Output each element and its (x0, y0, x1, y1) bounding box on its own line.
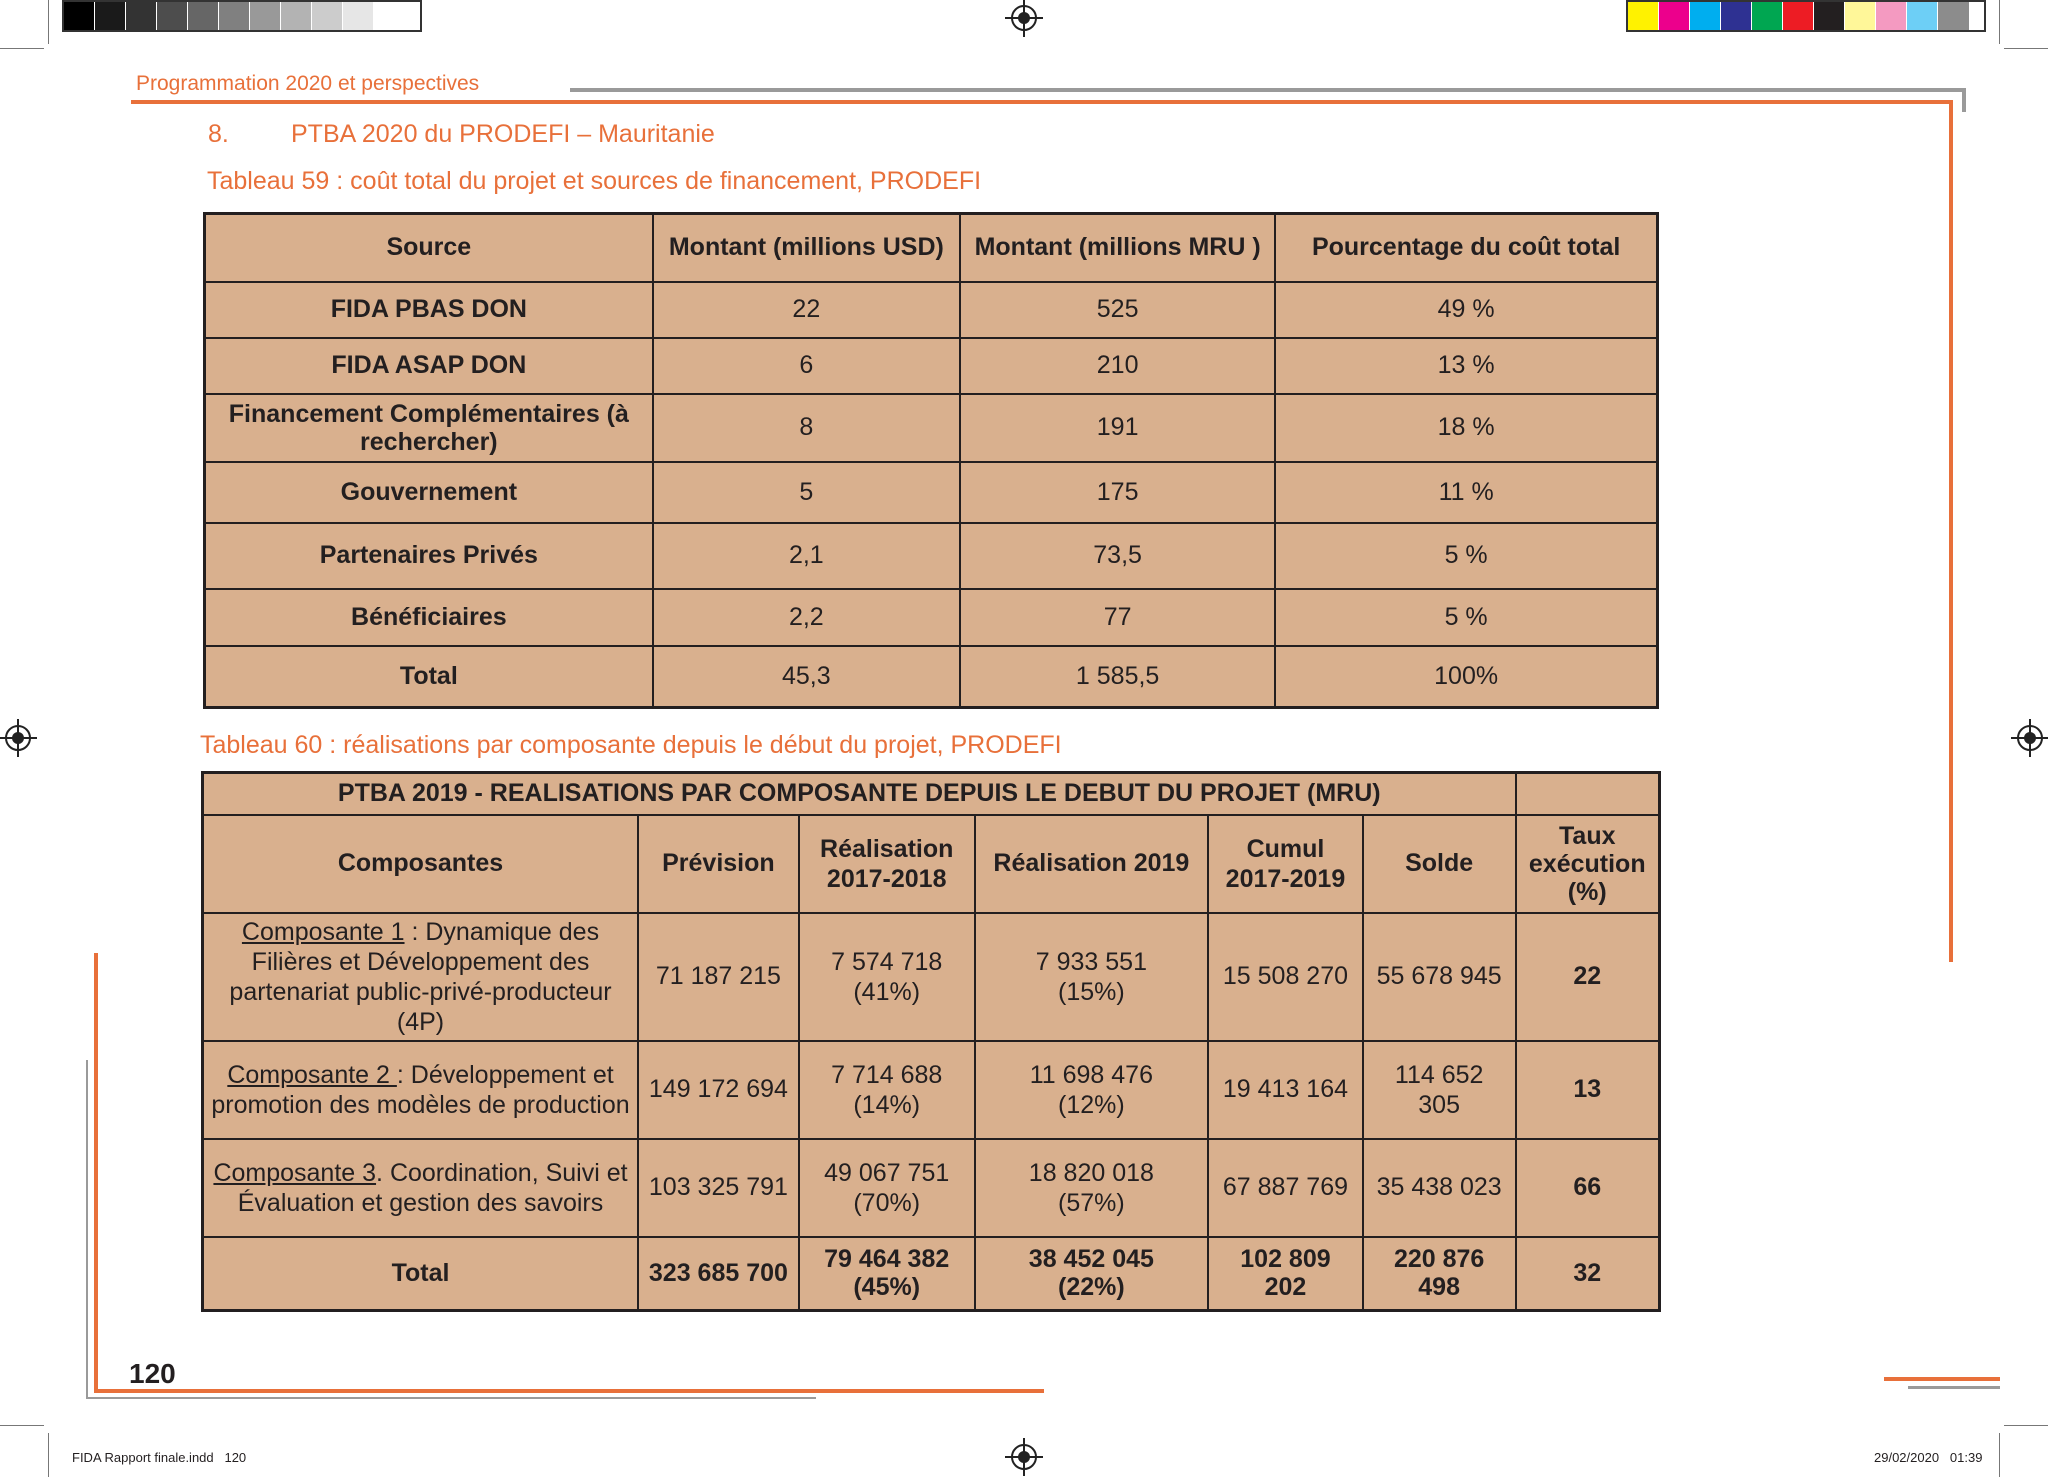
table-row (205, 523, 1658, 589)
amount-usd: 22 (653, 282, 960, 338)
amount-usd: 6 (653, 338, 960, 394)
source-name: Bénéficiaires (205, 589, 653, 646)
color-swatch (1690, 2, 1721, 30)
cost-sources-table (203, 212, 1659, 709)
achievement-2019: 11 698 476 (12%) (975, 1041, 1208, 1139)
color-swatch (95, 2, 126, 30)
color-swatch (1845, 2, 1876, 30)
source-name: Total (205, 646, 653, 708)
achievement-2017-2018: 49 067 751 (70%) (799, 1139, 975, 1237)
balance-total: 220 876 498 (1363, 1237, 1516, 1311)
amount-mru: 1 585,5 (960, 646, 1275, 708)
right-orange-rule (1949, 100, 1953, 962)
amount-mru: 77 (960, 589, 1275, 646)
execution-rate: 22 (1516, 913, 1660, 1041)
execution-rate: 66 (1516, 1139, 1660, 1237)
header-cumulative: Cumul 2017-2019 (1208, 815, 1363, 913)
registration-mark-left (5, 725, 31, 751)
color-swatch (1659, 2, 1690, 30)
file-info: FIDA Rapport finale.indd 120 (72, 1450, 247, 1465)
source-name: Financement Complémentaires (à rechercher) (205, 394, 653, 462)
components-achievements-table (201, 771, 1661, 1312)
amount-usd: 2,1 (653, 523, 960, 589)
color-swatch (157, 2, 188, 30)
amount-mru: 73,5 (960, 523, 1275, 589)
color-swatch (250, 2, 281, 30)
amount-usd: 45,3 (653, 646, 960, 708)
percentage: 100% (1275, 646, 1657, 708)
header-achievement-2019: Réalisation 2019 (975, 815, 1208, 913)
color-swatch (281, 2, 312, 30)
amount-mru: 175 (960, 462, 1275, 523)
amount-mru: 210 (960, 338, 1275, 394)
color-swatch (312, 2, 343, 30)
component-name: Composante 2 (227, 1060, 397, 1089)
color-swatch (374, 2, 405, 30)
cumulative-value: 15 508 270 (1208, 913, 1363, 1041)
achievement-2017-2018: 7 714 688 (14%) (799, 1041, 975, 1139)
registration-mark-bottom (1011, 1444, 1037, 1470)
registration-mark-right (2017, 725, 2043, 751)
table-row (205, 282, 1658, 338)
header-percentage: Pourcentage du coût total (1275, 214, 1657, 282)
section-number: 8. (208, 120, 229, 148)
color-swatch (188, 2, 219, 30)
cumulative-total: 102 809 202 (1208, 1237, 1363, 1311)
crop-mark (1999, 0, 2000, 44)
amount-usd: 5 (653, 462, 960, 523)
cumulative-value: 19 413 164 (1208, 1041, 1363, 1139)
table-row (203, 913, 1660, 1041)
color-swatch (1721, 2, 1752, 30)
left-orange-rule (94, 953, 98, 1393)
component-description: : Développement et promotion des modèles de production (211, 1060, 630, 1119)
balance-value: 55 678 945 (1363, 913, 1516, 1041)
color-swatch (1783, 2, 1814, 30)
crop-mark (0, 1425, 44, 1426)
footer-gray-rule (86, 1397, 816, 1399)
table60-title-blank (1516, 773, 1660, 815)
table-row (205, 338, 1658, 394)
page-number: 120 (129, 1358, 176, 1389)
color-swatch (1938, 2, 1969, 30)
percentage: 11 % (1275, 462, 1657, 523)
amount-usd: 8 (653, 394, 960, 462)
color-swatch (1814, 2, 1845, 30)
color-swatch (1628, 2, 1659, 30)
section-title: PTBA 2020 du PRODEFI – Mauritanie (291, 120, 715, 148)
registration-mark-top (1011, 5, 1037, 31)
table-row-total (203, 1237, 1660, 1311)
balance-value: 35 438 023 (1363, 1139, 1516, 1237)
header-execution-rate: Taux exécution (%) (1516, 815, 1660, 913)
achievement-2017-2018-total: 79 464 382 (45%) (799, 1237, 975, 1311)
component-description: . Coordination, Suivi et Évaluation et gestion des savoirs (237, 1158, 628, 1217)
header-amount-mru: Montant (millions MRU ) (960, 214, 1275, 282)
percentage: 5 % (1275, 589, 1657, 646)
source-name: Gouvernement (205, 462, 653, 523)
crop-mark (0, 48, 44, 49)
achievement-2019: 18 820 018 (57%) (975, 1139, 1208, 1237)
color-swatch-bar (1626, 0, 1986, 32)
crop-mark (1999, 1433, 2000, 1477)
forecast-value: 149 172 694 (638, 1041, 799, 1139)
component-label (203, 1139, 639, 1237)
component-label (203, 913, 639, 1041)
percentage: 5 % (1275, 523, 1657, 589)
table-row (203, 1041, 1660, 1139)
total-label: Total (203, 1237, 639, 1311)
header-components: Composantes (203, 815, 639, 913)
table-row (203, 1139, 1660, 1237)
table59-caption: Tableau 59 : coût total du projet et sources de financement, PRODEFI (207, 167, 982, 195)
cumulative-value: 67 887 769 (1208, 1139, 1363, 1237)
color-swatch (1752, 2, 1783, 30)
percentage: 18 % (1275, 394, 1657, 462)
source-name: Partenaires Privés (205, 523, 653, 589)
header-forecast: Prévision (638, 815, 799, 913)
amount-mru: 525 (960, 282, 1275, 338)
timestamp: 29/02/2020 01:39 (1874, 1450, 1983, 1465)
achievement-2019-total: 38 452 045 (22%) (975, 1237, 1208, 1311)
footer-right-gray-rule (1908, 1386, 2000, 1389)
color-swatch (126, 2, 157, 30)
header-balance: Solde (1363, 815, 1516, 913)
source-name: FIDA ASAP DON (205, 338, 653, 394)
execution-rate: 13 (1516, 1041, 1660, 1139)
table-row-total (205, 646, 1658, 708)
table60-caption: Tableau 60 : réalisations par composante depuis le début du projet, PRODEFI (200, 731, 1062, 759)
table60-title: PTBA 2019 - REALISATIONS PAR COMPOSANTE DEPUIS LE DEBUT DU PROJET (MRU) (203, 773, 1516, 815)
percentage: 49 % (1275, 282, 1657, 338)
color-swatch (343, 2, 374, 30)
component-name: Composante 1 (241, 917, 405, 946)
header-orange-rule (131, 100, 1953, 104)
table-row (205, 589, 1658, 646)
color-swatch (64, 2, 95, 30)
crop-mark (48, 0, 49, 44)
forecast-value: 103 325 791 (638, 1139, 799, 1237)
header-gray-rule (570, 88, 1966, 92)
amount-mru: 191 (960, 394, 1275, 462)
running-title: Programmation 2020 et perspectives (136, 72, 480, 95)
crop-mark (2004, 1425, 2048, 1426)
forecast-total: 323 685 700 (638, 1237, 799, 1311)
forecast-value: 71 187 215 (638, 913, 799, 1041)
achievement-2019: 7 933 551 (15%) (975, 913, 1208, 1041)
header-achievement-2017-2018: Réalisation 2017-2018 (799, 815, 975, 913)
source-name: FIDA PBAS DON (205, 282, 653, 338)
percentage: 13 % (1275, 338, 1657, 394)
color-swatch (1907, 2, 1938, 30)
footer-orange-rule (94, 1389, 1044, 1393)
gray-swatch-bar (62, 0, 422, 32)
footer-right-orange-rule (1884, 1377, 2000, 1381)
achievement-2017-2018: 7 574 718 (41%) (799, 913, 975, 1041)
color-swatch (1876, 2, 1907, 30)
component-description: : Dynamique des Filières et Développement des partenariat public-privé-producteur (4P) (229, 917, 612, 1036)
header-amount-usd: Montant (millions USD) (653, 214, 960, 282)
component-name: Composante 3 (213, 1158, 377, 1187)
crop-mark (2004, 48, 2048, 49)
execution-rate-total: 32 (1516, 1237, 1660, 1311)
table-row (205, 394, 1658, 462)
left-gray-rule (86, 1060, 88, 1398)
table-row (205, 462, 1658, 523)
header-gray-rule-vertical (1962, 88, 1966, 112)
balance-value: 114 652 305 (1363, 1041, 1516, 1139)
amount-usd: 2,2 (653, 589, 960, 646)
crop-mark (48, 1433, 49, 1477)
color-swatch (219, 2, 250, 30)
component-label (203, 1041, 639, 1139)
header-source: Source (205, 214, 653, 282)
